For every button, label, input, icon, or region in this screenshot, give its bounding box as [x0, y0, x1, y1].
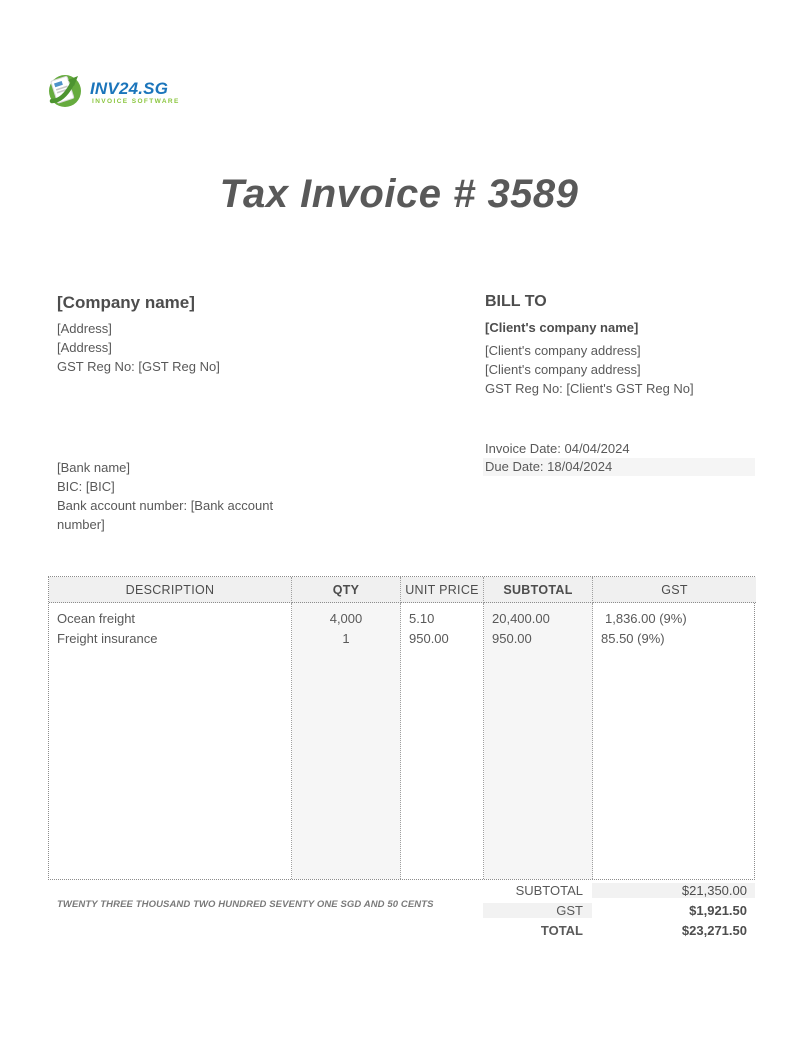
total-label: TOTAL [540, 922, 583, 938]
column-header-description: DESCRIPTION [49, 577, 292, 603]
gst-column [593, 603, 756, 879]
brand-name: INV24.SG [90, 78, 169, 98]
subtotal-column [484, 603, 593, 879]
items-table [48, 576, 755, 880]
bill-to-block [485, 293, 760, 398]
subtotal-row [483, 880, 755, 900]
qty-column [292, 603, 401, 879]
envelope-arrow-icon [46, 70, 86, 115]
item-subtotal: 950.00 [492, 630, 532, 646]
item-qty: 1 [342, 630, 350, 646]
bank-name-line: [Bank name] [57, 460, 130, 475]
item-description: Freight insurance [57, 630, 158, 646]
subtotal-amount: $21,350.00 [592, 883, 755, 898]
seller-company-name: [Company name] [57, 293, 195, 312]
seller-gst-line: GST Reg No: [GST Reg No] [57, 359, 220, 374]
bank-account-line: Bank account number: [Bank account number] [57, 498, 274, 532]
gst-row [483, 900, 755, 920]
item-subtotal: 20,400.00 [492, 611, 550, 626]
page-title: Tax Invoice # 3589 [219, 172, 579, 216]
item-unit-price: 5.10 [409, 611, 435, 626]
gst-label: GST [483, 903, 592, 918]
column-header-unit-price: UNIT PRICE [401, 577, 484, 603]
item-description: Ocean freight [57, 611, 136, 626]
client-address-line: [Client's company address] [485, 343, 641, 358]
client-gst-line: GST Reg No: [Client's GST Reg No] [485, 381, 694, 396]
invoice-date-line: Invoice Date: 04/04/2024 [485, 441, 630, 456]
seller-address-line: [Address] [57, 340, 112, 355]
item-unit-price: 950.00 [409, 630, 449, 646]
column-header-gst: GST [593, 577, 756, 603]
seller-block [57, 293, 377, 376]
client-company-name: [Client's company name] [485, 320, 639, 335]
dates-block [483, 440, 755, 476]
seller-address-line: [Address] [57, 321, 112, 336]
bank-bic-line: BIC: [BIC] [57, 479, 115, 494]
column-header-qty: QTY [292, 577, 401, 603]
item-gst: 85.50 (9%) [601, 630, 665, 646]
item-qty: 4,000 [329, 611, 363, 626]
item-gst: 1,836.00 (9%) [605, 611, 687, 626]
unit-price-column [401, 603, 484, 879]
total-amount: $23,271.50 [681, 922, 747, 938]
client-address-line: [Client's company address] [485, 362, 641, 377]
brand-text [90, 80, 180, 106]
brand-logo [46, 70, 180, 115]
amount-in-words: TWENTY THREE THOUSAND TWO HUNDRED SEVENTY ONE SGD AND 50 CENTS [57, 899, 434, 910]
total-row [483, 920, 755, 940]
totals-block [483, 880, 755, 940]
gst-amount: $1,921.50 [689, 902, 747, 918]
due-date-line: Due Date: 18/04/2024 [483, 458, 755, 476]
bank-details-block [57, 458, 282, 534]
brand-tagline: INVOICE SOFTWARE [92, 97, 180, 105]
bill-to-heading: BILL TO [485, 293, 547, 310]
subtotal-label: SUBTOTAL [515, 882, 583, 898]
column-header-subtotal: SUBTOTAL [484, 577, 593, 603]
description-column [49, 603, 292, 879]
